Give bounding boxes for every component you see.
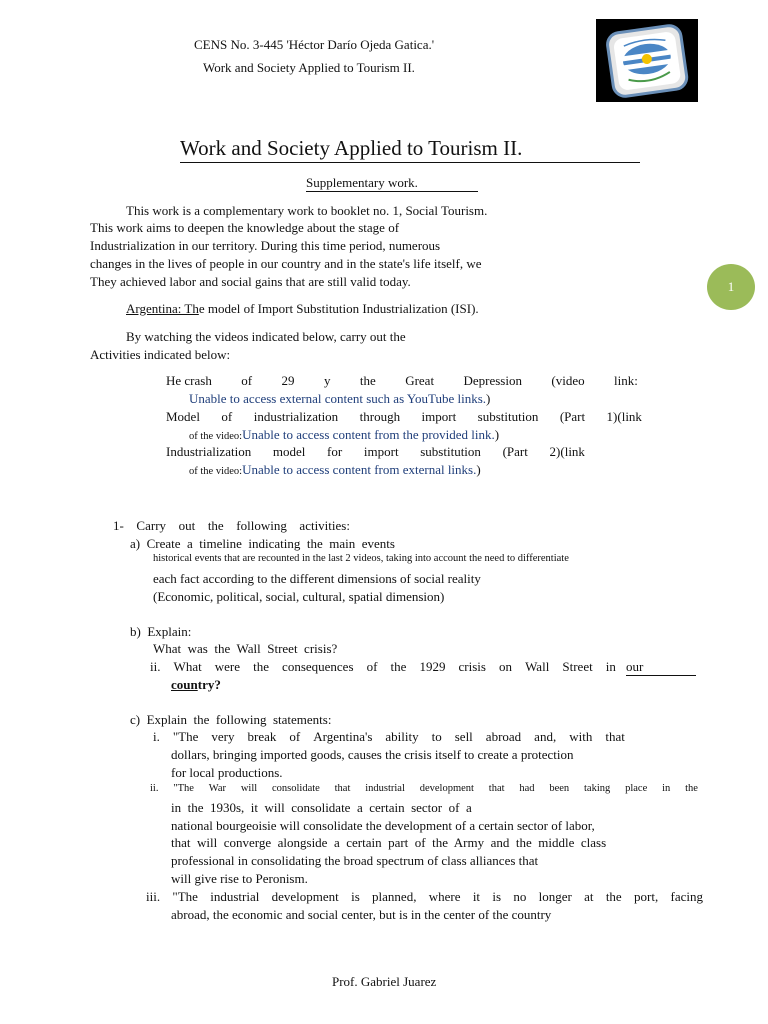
statement-ii-word: industrial xyxy=(365,783,405,794)
section-heading-rest: e model of Import Substitution Industrialization (ISI). xyxy=(198,301,479,316)
activity-a-line-2: historical events that are recounted in the last 2 videos, taking into account the need to differentiate xyxy=(153,553,569,564)
statement-i-word: ability xyxy=(385,729,419,744)
instructions-line-2: Activities indicated below: xyxy=(90,347,231,362)
statement-ii-line-1 xyxy=(150,783,698,794)
video-2-title-word: import xyxy=(421,409,457,424)
statement-i-word: abroad xyxy=(485,729,522,744)
activities-heading-word: following xyxy=(236,518,287,533)
statement-ii-word: that xyxy=(334,783,351,794)
video-3-prefix: of the video: xyxy=(189,466,243,477)
video-3-title-word: model xyxy=(272,444,306,459)
school-logo xyxy=(596,19,698,102)
page-title: Work and Society Applied to Tourism II. xyxy=(180,136,640,163)
video-2-title-word: through xyxy=(359,409,401,424)
activity-b-question-2-word: the xyxy=(390,659,407,674)
activity-a-line-1: a) Create a timeline indicating the main events xyxy=(130,536,395,551)
activity-b-question-1: What was the Wall Street crisis? xyxy=(153,641,338,656)
activity-c-label: c) Explain the following statements: xyxy=(130,712,332,727)
video-1-link[interactable]: Unable to access external content such as YouTube links. xyxy=(189,391,487,406)
statement-iii-word: development xyxy=(271,889,339,904)
statement-iii-word: iii. xyxy=(146,889,161,904)
video-3-title-word: (Part xyxy=(502,444,528,459)
statement-iii-word: industrial xyxy=(210,889,260,904)
page-number-badge: 1 xyxy=(707,264,755,310)
video-3-title-word: substitution xyxy=(420,444,481,459)
activity-b-question-2-word: Street xyxy=(562,659,593,674)
activities-heading-word: Carry xyxy=(136,518,167,533)
activity-b-question-2-word: the xyxy=(253,659,269,674)
statement-iii-word: the xyxy=(605,889,622,904)
activity-b-question-2-line-2 xyxy=(171,676,221,693)
activity-b-question-2-word: 1929 xyxy=(419,659,446,674)
video-2-link[interactable]: Unable to access content from the provided link. xyxy=(242,427,495,442)
statement-iii-word: it xyxy=(472,889,481,904)
statement-ii-word: place xyxy=(625,783,648,794)
statement-i-word: i. xyxy=(153,729,160,744)
statement-iii-word: no xyxy=(513,889,527,904)
statement-ii-word: been xyxy=(549,783,570,794)
activities-heading-word: out xyxy=(178,518,196,533)
activity-b-question-2-word: in xyxy=(605,659,616,674)
statement-i-word: break xyxy=(247,729,277,744)
activity-b-q2-line2-rest: try? xyxy=(197,677,221,692)
activity-b-question-2 xyxy=(150,658,696,676)
statement-ii-word: the xyxy=(685,783,698,794)
video-2-title-word: substitution xyxy=(477,409,539,424)
statement-i-line-2: dollars, bringing imported goods, causes the crisis itself to create a protection xyxy=(171,747,574,762)
video-2-title-word: (Part xyxy=(559,409,586,424)
header-course: Work and Society Applied to Tourism II. xyxy=(203,60,415,75)
statement-i-word: that xyxy=(605,729,625,744)
statement-ii-line-5: professional in consolidating the broad spectrum of class alliances that xyxy=(171,853,539,868)
video-3-link-line xyxy=(189,461,481,480)
statement-iii-word: planned, xyxy=(372,889,417,904)
activity-b-question-2-word: Wall xyxy=(525,659,550,674)
activity-b-question-2-word: consequences xyxy=(282,659,354,674)
statement-iii-word: where xyxy=(428,889,461,904)
statement-iii-word: "The xyxy=(172,889,198,904)
video-1-link-line xyxy=(189,390,490,407)
video-2-title-word: industrialization xyxy=(253,409,339,424)
video-2-prefix: of the video: xyxy=(189,431,243,442)
statement-ii-word: will xyxy=(240,783,258,794)
video-1-title-word: Depression xyxy=(463,373,522,388)
statement-ii-word: had xyxy=(519,783,535,794)
video-1-title-word: He crash xyxy=(166,373,212,388)
activities-heading-word: the xyxy=(207,518,224,533)
statement-iii-word: facing xyxy=(670,889,703,904)
statement-ii-word: "The xyxy=(173,783,194,794)
statement-ii-line-3: national bourgeoisie will consolidate the development of a certain sector of labor, xyxy=(171,818,595,833)
video-2-title-word: 1)(link xyxy=(606,409,642,424)
video-3-title-word: import xyxy=(363,444,399,459)
statement-ii-word: ii. xyxy=(150,783,159,794)
activities-heading-word: 1- xyxy=(113,518,124,533)
statement-i-word: to xyxy=(431,729,442,744)
activity-a-line-3: each fact according to the different dimensions of social reality xyxy=(153,571,481,586)
statement-ii-word: development xyxy=(419,783,474,794)
statement-i-word: "The xyxy=(172,729,199,744)
statement-i-word: of xyxy=(289,729,301,744)
statement-ii-word: that xyxy=(488,783,505,794)
video-3-suffix: ) xyxy=(476,462,481,477)
statement-ii-line-6: will give rise to Peronism. xyxy=(171,871,308,886)
video-2-title-word: Model xyxy=(166,409,200,424)
video-2-suffix: ) xyxy=(494,427,500,442)
statement-i-word: very xyxy=(211,729,235,744)
video-1-title-word: of xyxy=(241,373,253,388)
video-3-title-word: 2)(link xyxy=(549,444,585,459)
intro-line-2-text: This work aims to deepen the knowledge about the stage of xyxy=(90,220,400,235)
video-1-title xyxy=(166,372,638,389)
video-1-suffix: ) xyxy=(486,391,491,406)
activity-b-question-2-word: were xyxy=(214,659,241,674)
video-1-title-word: (video xyxy=(551,373,585,388)
statement-iii-word: at xyxy=(584,889,594,904)
statement-iii-word: is xyxy=(492,889,502,904)
video-1-title-word: the xyxy=(359,373,376,388)
video-3-title xyxy=(166,443,585,460)
statement-iii-line-1 xyxy=(146,888,703,905)
video-2-title xyxy=(166,408,642,425)
statement-i-line-1 xyxy=(153,728,625,745)
activity-a-line-4: (Economic, political, social, cultural, spatial dimension) xyxy=(153,589,445,604)
activity-b-q2-line2-underlined: coun xyxy=(171,677,198,692)
statement-ii-line-2: in the 1930s, it will consolidate a certain sector of a xyxy=(171,800,472,815)
video-1-title-word: Great xyxy=(405,373,435,388)
activity-b-question-2-word: on xyxy=(499,659,513,674)
statement-i-word: and, xyxy=(534,729,557,744)
activity-b-question-2-word: of xyxy=(366,659,378,674)
video-3-title-word: Industrialization xyxy=(166,444,252,459)
section-heading-underlined: Argentina: Th xyxy=(126,301,199,316)
statement-iii-word: longer xyxy=(538,889,572,904)
header-institution: CENS No. 3-445 'Héctor Darío Ojeda Gatica.' xyxy=(194,37,435,52)
activity-b-question-2-word: ii. xyxy=(150,659,161,674)
intro-line-5: They achieved labor and social gains that are still valid today. xyxy=(90,274,411,289)
statement-ii-word: taking xyxy=(584,783,611,794)
video-1-title-word: 29 xyxy=(281,373,295,388)
video-1-title-word: y xyxy=(323,373,331,388)
footer-author: Prof. Gabriel Juarez xyxy=(332,974,437,989)
activity-b-question-2-word: What xyxy=(173,659,202,674)
section-heading xyxy=(126,300,479,317)
activities-heading-word: activities: xyxy=(299,518,350,533)
activity-b-question-2-words xyxy=(150,658,616,676)
intro-line-1: This work is a complementary work to booklet no. 1, Social Tourism. xyxy=(126,203,488,218)
activity-b-label: b) Explain: xyxy=(130,624,192,639)
statement-i-word: with xyxy=(569,729,593,744)
statement-i-word: Argentina's xyxy=(313,729,373,744)
statement-ii-word: War xyxy=(208,783,226,794)
activities-heading xyxy=(113,517,350,534)
intro-line-4: changes in the lives of people in our country and in the state's life itself, we xyxy=(90,256,482,271)
statement-iii-word: port, xyxy=(634,889,659,904)
statement-ii-word: consolidate xyxy=(271,783,320,794)
page-subtitle: Supplementary work. xyxy=(306,174,478,192)
statement-iii-word: is xyxy=(351,889,360,904)
video-2-title-word: of xyxy=(221,409,233,424)
statement-ii-line-4: that will converge alongside a certain part of the Army and the middle class xyxy=(171,835,607,850)
statement-i-word: sell xyxy=(454,729,473,744)
statement-ii-word: in xyxy=(662,783,671,794)
activity-b-question-2-underlined: our xyxy=(626,658,696,676)
statement-iii-line-2: abroad, the economic and social center, but is in the center of the country xyxy=(171,907,552,922)
video-3-title-word: for xyxy=(327,444,343,459)
video-3-link[interactable]: Unable to access content from external links. xyxy=(242,462,477,477)
statement-i-line-3: for local productions. xyxy=(171,765,283,780)
instructions-line-1: By watching the videos indicated below, carry out the xyxy=(126,329,406,344)
intro-line-2 xyxy=(90,219,458,236)
video-1-title-word: link: xyxy=(614,373,638,388)
intro-line-3: Industrialization in our territory. During this time period, numerous xyxy=(90,238,441,253)
activity-b-question-2-word: crisis xyxy=(458,659,486,674)
